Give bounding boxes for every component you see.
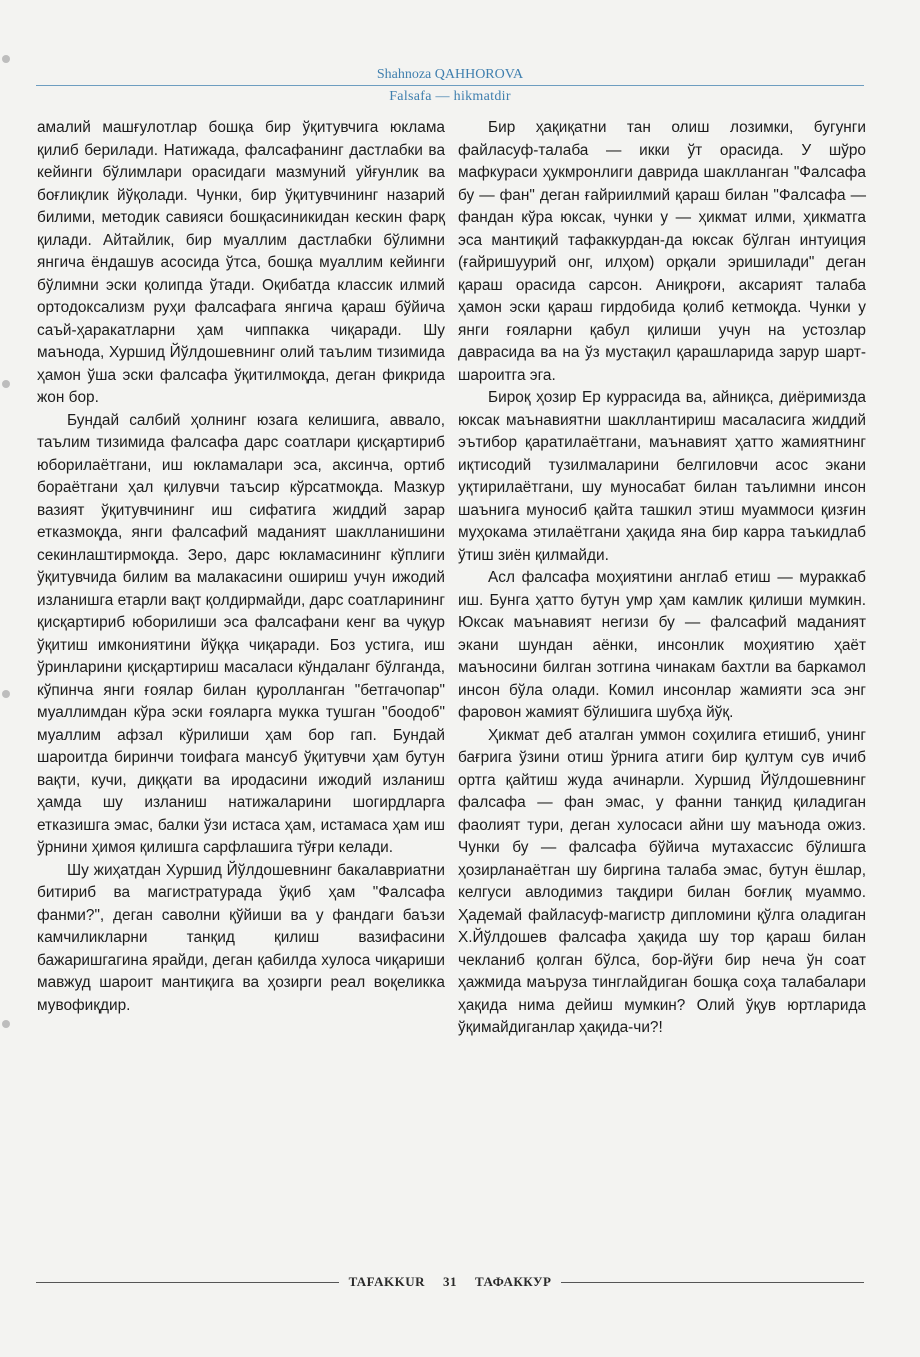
right-column — [458, 117, 866, 1040]
binding-hole-mark — [2, 380, 10, 388]
running-head-section: Falsafa — hikmatdir — [389, 89, 511, 104]
binding-hole-mark — [2, 55, 10, 63]
paragraph: Бир ҳақиқатни тан олиш лозимки, бугунги файласуф-талаба — икки ўт орасида. У шўро мафкураси ҳукмронлиги даврида шаклланган "Фалсафа бу — фан" деган ғайриилмий қараш билан "Фалсафа — фандан кўра юксак, чунки у — ҳикмат илми, ҳикматга эса мантиқий тафаккурдан-да юксак бўлган интуиция (ғайришуурий онг, илҳом) орқали эришилади" деган қараш орасида сарсон. Аниқроғи, аксарият талаба ҳамон эски қараш гирдобида қолиб кетмоқда. Чунки у янги ғояларни қабул қилиши учун на устозлар даврасида ва на ўз мустақил қарашларида зарур шарт-шароитга эга. — [458, 119, 866, 384]
binding-hole-mark — [2, 690, 10, 698]
footer-rule-right — [561, 1282, 864, 1283]
paragraph: Шу жиҳатдан Хуршид Йўлдошевнинг бакалавриатни битириб ва магистратурада ўқиб ҳам "Фалсафа фанми?", деган саволни қўйиши ва у фандаги баъзи камчиликларни танқид қилиш вазифасини бажаришгагина ярайди, деган қабилда хулоса чиқариши мавжуд шароит мантиқига ва ҳозирги реал воқеликка мувофиқдир. — [37, 861, 445, 1014]
running-head-author: Shahnoza QAHHOROVA — [376, 67, 524, 82]
paragraph: Бундай салбий ҳолнинг юзага келишига, аввало, таълим тизимида фалсафа дарс соатлари қисқартириб юборилаётгани, иш юкламалари эса, аксинча, ортиб бораётгани ҳал қилувчи таъсир кўрсатмоқда. Мазкур вазият ўқитувчининг иш сифатига жиддий зарар етказмоқда, янги фалсафий маданият шаклланишини секинлаштирмоқда. Зеро, дарс юкламасининг кўплиги ўқитувчида билим ва малакасини ошириш учун ижодий изланишга етарли вақт қолдирмайди, дарс соатларининг қисқартириб юборилиши эса фалсафани кенг ва чуқур ўқитиш имкониятини йўққа чиқаради. Боз устига, иш ўринларини қисқартириш масаласи кўндаланг бўлганда, кўпинча янги ғоялар билан қуролланган "бетгачопар" муаллимдан кўра эски ғояларга мукка тушган "боодоб" муаллим афзал кўрилиши ҳам бор гап. Бундай шароитда биринчи тоифага мансуб ўқитувчи ҳам бутун вақти, кучи, диққати ва иродасини ижодий изланиш ҳамда шу изланиш натижаларини шогирдларга етказишга эмас, балки ўзи истаса ҳам, истамаса ҳам иш ўрнини ҳимоя қилишга сарфлашига тўғри келади. — [37, 411, 445, 856]
header-rule — [36, 85, 864, 86]
paragraph: Асл фалсафа моҳиятини англаб етиш — мураккаб иш. Бунга ҳатто бутун умр ҳам камлик қилиши мумкин. Юксак маънавият негизи бу — фалсафий маданият экани шундан аёнки, инсонлик моҳиятию ҳаёт маъносини билган зотгина чинакам бахтли ва баркамол инсон бўла олади. Комил инсонлар жамияти эса энг фаровон жамият бўлишига шубҳа йўқ. — [458, 569, 866, 721]
page-footer — [36, 1272, 864, 1292]
footer-title-latin: TAFAKKUR — [348, 1274, 426, 1289]
left-column — [37, 117, 445, 1017]
paragraph: Бироқ ҳозир Ер куррасида ва, айниқса, диёримизда юксак маънавиятни шакллантириш масаласига жиддий эътибор қаратилаётгани, маънавият ҳатто жамиятнинг иқтисодий тузилмаларини белгиловчи асос экани уқтирилаётгани, шу муносабат билан таълимни инсон шаънига муносиб қайта ташкил этиш муаммоси қизғин муҳокама этилаётгани ҳақида яна бир карра таъкидлаб ўтиш зиён қилмайди. — [458, 389, 866, 564]
binding-hole-mark — [2, 1020, 10, 1028]
paragraph: Ҳикмат деб аталган уммон соҳилига етишиб, унинг бағрига ўзини отиш ўрнига атиги бир қултум сув ичиб ортга қайтиш жуда ачинарли. Хуршид Йўлдошевнинг фалсафа — фан эмас, у фанни танқид қиладиган фаолият тури, деган хулосаси айни шу маънода ожиз. Чунки бу — фалсафа бўйича мутахассис бўлишга ҳозирланаётган шу биргина талаба эмас, бутун ёшлар, келгуси авлодимиз тақдири билан боғлиқ муаммо. Ҳадемай файласуф-магистр дипломини қўлга оладиган Х.Йўлдошев фалсафа ҳақида шу тор қараш билан чекланиб қолган бўлса, бор-йўғи бир неча ўн соат ҳажмида маъруза тинглайдиган бошқа соҳа талабалари ҳақида нима дейиш мумкин? Олий ўқув юртларида ўқимайдиганлар ҳақида-чи?! — [458, 726, 866, 1036]
page-number: 31 — [443, 1274, 458, 1289]
footer-rule-left — [36, 1282, 339, 1283]
paragraph: амалий машғулотлар бошқа бир ўқитувчига юклама қилиб берилади. Натижада, фалсафанинг дастлабки ва кейинги бўлимлари орасидаги мазмуний уйғунлик ва боғлиқлик йўқолади. Чунки, бир ўқитувчининг назарий билими, методик савияси бошқасиникидан кескин фарқ қилади. Айтайлик, бир муаллим дастлабки бўлимни янгича ёндашув асосида ўтса, бошқа муаллим кейинги бўлимни эски қолипда ўтади. Оқибатда классик илмий ортодоксализм руҳи фалсафага янгича қараш бўйича саъй-ҳаракатларни ҳам чиппакка чиқаради. Шу маънода, Хуршид Йўлдошевнинг олий таълим тизимида ҳамон ўша эски фалсафа ўқитилмоқда, деган фикрида жон бор. — [37, 119, 445, 406]
footer-title-cyrillic: ТАФАККУР — [475, 1274, 552, 1289]
